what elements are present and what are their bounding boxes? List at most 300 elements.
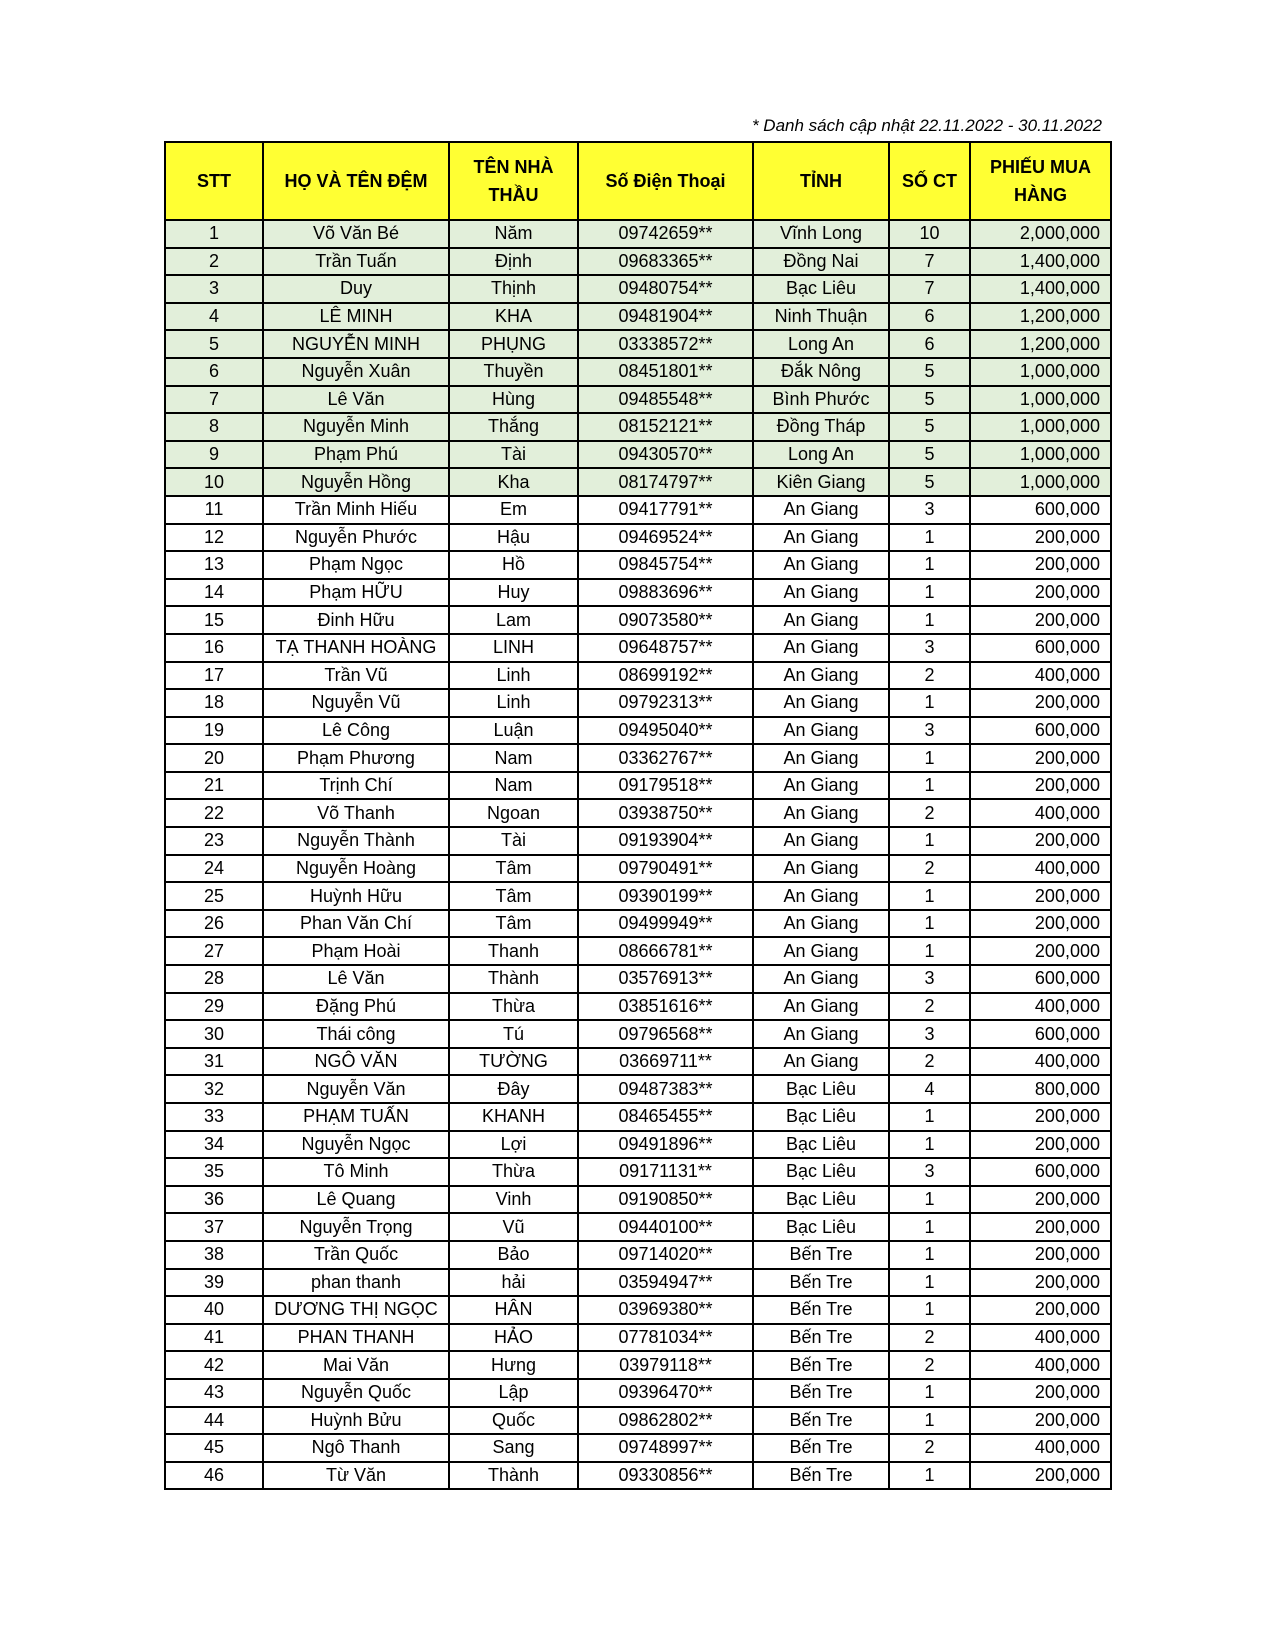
- cell-ho-ten-dem: Lê Văn: [263, 965, 449, 993]
- cell-ho-ten-dem: Lê Công: [263, 717, 449, 745]
- cell-ho-ten-dem: Mai Văn: [263, 1351, 449, 1379]
- cell-so-dien-thoai: 09648757**: [578, 634, 753, 662]
- cell-phieu-mua-hang: 200,000: [970, 772, 1111, 800]
- cell-ten-nha-thau: Ngoan: [449, 799, 578, 827]
- cell-tinh: An Giang: [753, 965, 889, 993]
- cell-stt: 1: [165, 220, 263, 248]
- header-stt: STT: [165, 142, 263, 220]
- cell-phieu-mua-hang: 2,000,000: [970, 220, 1111, 248]
- cell-ho-ten-dem: Phạm Ngọc: [263, 551, 449, 579]
- cell-tinh: An Giang: [753, 827, 889, 855]
- cell-so-dien-thoai: 08666781**: [578, 937, 753, 965]
- cell-phieu-mua-hang: 600,000: [970, 965, 1111, 993]
- cell-ten-nha-thau: Thuyền: [449, 358, 578, 386]
- cell-stt: 18: [165, 689, 263, 717]
- table-row: [165, 1103, 1111, 1131]
- cell-phieu-mua-hang: 200,000: [970, 579, 1111, 607]
- cell-stt: 3: [165, 275, 263, 303]
- table-row: [165, 855, 1111, 883]
- cell-so-dien-thoai: 09862802**: [578, 1407, 753, 1435]
- cell-so-ct: 7: [889, 248, 970, 276]
- cell-stt: 21: [165, 772, 263, 800]
- cell-ten-nha-thau: Em: [449, 496, 578, 524]
- cell-phieu-mua-hang: 400,000: [970, 993, 1111, 1021]
- cell-so-dien-thoai: 08152121**: [578, 413, 753, 441]
- cell-tinh: An Giang: [753, 799, 889, 827]
- cell-so-dien-thoai: 03338572**: [578, 330, 753, 358]
- cell-so-ct: 3: [889, 965, 970, 993]
- cell-stt: 36: [165, 1186, 263, 1214]
- cell-stt: 12: [165, 524, 263, 552]
- cell-ho-ten-dem: Ngô Thanh: [263, 1434, 449, 1462]
- cell-ho-ten-dem: Duy: [263, 275, 449, 303]
- cell-stt: 40: [165, 1296, 263, 1324]
- cell-so-dien-thoai: 09491896**: [578, 1131, 753, 1159]
- cell-stt: 29: [165, 993, 263, 1021]
- cell-so-ct: 1: [889, 827, 970, 855]
- cell-stt: 13: [165, 551, 263, 579]
- cell-so-ct: 3: [889, 634, 970, 662]
- cell-stt: 39: [165, 1269, 263, 1297]
- cell-so-ct: 3: [889, 1020, 970, 1048]
- cell-ho-ten-dem: Lê Văn: [263, 386, 449, 414]
- table-row: [165, 1186, 1111, 1214]
- cell-tinh: Đắk Nông: [753, 358, 889, 386]
- cell-ho-ten-dem: TẠ THANH HOÀNG: [263, 634, 449, 662]
- cell-ho-ten-dem: Tô Minh: [263, 1158, 449, 1186]
- cell-ten-nha-thau: Thừa: [449, 1158, 578, 1186]
- cell-ten-nha-thau: Đây: [449, 1075, 578, 1103]
- cell-ho-ten-dem: Nguyễn Xuân: [263, 358, 449, 386]
- cell-phieu-mua-hang: 1,000,000: [970, 386, 1111, 414]
- cell-so-ct: 7: [889, 275, 970, 303]
- cell-tinh: An Giang: [753, 717, 889, 745]
- cell-ho-ten-dem: Phạm HỮU: [263, 579, 449, 607]
- cell-so-ct: 1: [889, 937, 970, 965]
- cell-stt: 32: [165, 1075, 263, 1103]
- cell-so-dien-thoai: 09390199**: [578, 882, 753, 910]
- cell-so-ct: 2: [889, 1324, 970, 1352]
- cell-stt: 42: [165, 1351, 263, 1379]
- cell-phieu-mua-hang: 200,000: [970, 744, 1111, 772]
- cell-ho-ten-dem: Trần Vũ: [263, 662, 449, 690]
- cell-stt: 43: [165, 1379, 263, 1407]
- cell-so-dien-thoai: 09430570**: [578, 441, 753, 469]
- cell-so-ct: 1: [889, 1186, 970, 1214]
- cell-ten-nha-thau: Tú: [449, 1020, 578, 1048]
- table-row: [165, 799, 1111, 827]
- cell-so-dien-thoai: 07781034**: [578, 1324, 753, 1352]
- cell-phieu-mua-hang: 200,000: [970, 606, 1111, 634]
- table-row: [165, 1269, 1111, 1297]
- table-row: [165, 1407, 1111, 1435]
- cell-phieu-mua-hang: 400,000: [970, 662, 1111, 690]
- cell-tinh: An Giang: [753, 772, 889, 800]
- cell-so-dien-thoai: 03851616**: [578, 993, 753, 1021]
- table-row: [165, 441, 1111, 469]
- cell-stt: 2: [165, 248, 263, 276]
- cell-phieu-mua-hang: 600,000: [970, 1158, 1111, 1186]
- cell-stt: 9: [165, 441, 263, 469]
- table-row: [165, 1434, 1111, 1462]
- cell-ten-nha-thau: Tâm: [449, 882, 578, 910]
- cell-ho-ten-dem: Phạm Phú: [263, 441, 449, 469]
- table-row: [165, 827, 1111, 855]
- header-phieu-mua-hang: PHIẾU MUA HÀNG: [970, 142, 1111, 220]
- cell-stt: 46: [165, 1462, 263, 1490]
- cell-ten-nha-thau: Lập: [449, 1379, 578, 1407]
- cell-ho-ten-dem: Phan Văn Chí: [263, 910, 449, 938]
- cell-so-ct: 3: [889, 496, 970, 524]
- table-row: [165, 524, 1111, 552]
- cell-ten-nha-thau: Hùng: [449, 386, 578, 414]
- cell-phieu-mua-hang: 1,400,000: [970, 248, 1111, 276]
- cell-ten-nha-thau: Vũ: [449, 1213, 578, 1241]
- cell-phieu-mua-hang: 200,000: [970, 1186, 1111, 1214]
- cell-stt: 5: [165, 330, 263, 358]
- cell-so-dien-thoai: 09845754**: [578, 551, 753, 579]
- cell-ten-nha-thau: Quốc: [449, 1407, 578, 1435]
- cell-ho-ten-dem: Nguyễn Văn: [263, 1075, 449, 1103]
- cell-so-dien-thoai: 08465455**: [578, 1103, 753, 1131]
- cell-tinh: Bến Tre: [753, 1296, 889, 1324]
- cell-stt: 23: [165, 827, 263, 855]
- cell-ho-ten-dem: Đặng Phú: [263, 993, 449, 1021]
- table-row: [165, 937, 1111, 965]
- cell-ho-ten-dem: Trần Minh Hiếu: [263, 496, 449, 524]
- cell-tinh: Đồng Tháp: [753, 413, 889, 441]
- cell-so-dien-thoai: 09748997**: [578, 1434, 753, 1462]
- cell-ten-nha-thau: Tài: [449, 441, 578, 469]
- cell-stt: 20: [165, 744, 263, 772]
- table-row: [165, 634, 1111, 662]
- cell-tinh: Bạc Liêu: [753, 1186, 889, 1214]
- cell-ten-nha-thau: Nam: [449, 772, 578, 800]
- cell-ten-nha-thau: HẢO: [449, 1324, 578, 1352]
- table-row: [165, 330, 1111, 358]
- cell-ho-ten-dem: Huỳnh Bửu: [263, 1407, 449, 1435]
- cell-so-dien-thoai: 09330856**: [578, 1462, 753, 1490]
- cell-ho-ten-dem: PHẠM TUẤN: [263, 1103, 449, 1131]
- cell-ten-nha-thau: Vinh: [449, 1186, 578, 1214]
- cell-phieu-mua-hang: 1,000,000: [970, 358, 1111, 386]
- cell-ten-nha-thau: Huy: [449, 579, 578, 607]
- cell-ten-nha-thau: KHA: [449, 303, 578, 331]
- cell-ho-ten-dem: Võ Thanh: [263, 799, 449, 827]
- cell-so-ct: 2: [889, 993, 970, 1021]
- cell-ho-ten-dem: Đinh Hữu: [263, 606, 449, 634]
- table-row: [165, 744, 1111, 772]
- cell-ten-nha-thau: Linh: [449, 662, 578, 690]
- header-ten-nha-thau: TÊN NHÀ THẦU: [449, 142, 578, 220]
- cell-so-ct: 1: [889, 1103, 970, 1131]
- cell-so-ct: 5: [889, 441, 970, 469]
- cell-tinh: Bến Tre: [753, 1434, 889, 1462]
- cell-ten-nha-thau: Hưng: [449, 1351, 578, 1379]
- cell-stt: 6: [165, 358, 263, 386]
- cell-ten-nha-thau: Kha: [449, 468, 578, 496]
- cell-so-dien-thoai: 09883696**: [578, 579, 753, 607]
- cell-stt: 35: [165, 1158, 263, 1186]
- cell-so-ct: 1: [889, 1213, 970, 1241]
- cell-ho-ten-dem: Võ Văn Bé: [263, 220, 449, 248]
- cell-so-ct: 1: [889, 772, 970, 800]
- cell-ten-nha-thau: Linh: [449, 689, 578, 717]
- cell-so-dien-thoai: 09179518**: [578, 772, 753, 800]
- table-row: [165, 413, 1111, 441]
- cell-so-dien-thoai: 09481904**: [578, 303, 753, 331]
- cell-tinh: An Giang: [753, 689, 889, 717]
- cell-so-dien-thoai: 09714020**: [578, 1241, 753, 1269]
- cell-ten-nha-thau: Thành: [449, 965, 578, 993]
- cell-ho-ten-dem: Nguyễn Hồng: [263, 468, 449, 496]
- table-row: [165, 910, 1111, 938]
- cell-phieu-mua-hang: 600,000: [970, 634, 1111, 662]
- cell-phieu-mua-hang: 1,400,000: [970, 275, 1111, 303]
- cell-so-ct: 2: [889, 1434, 970, 1462]
- cell-tinh: Bạc Liêu: [753, 1158, 889, 1186]
- table-row: [165, 1379, 1111, 1407]
- cell-tinh: An Giang: [753, 579, 889, 607]
- cell-stt: 19: [165, 717, 263, 745]
- cell-tinh: Bạc Liêu: [753, 1213, 889, 1241]
- cell-phieu-mua-hang: 200,000: [970, 1131, 1111, 1159]
- cell-phieu-mua-hang: 200,000: [970, 910, 1111, 938]
- cell-so-ct: 3: [889, 717, 970, 745]
- cell-so-ct: 1: [889, 1241, 970, 1269]
- cell-ho-ten-dem: Nguyễn Ngọc: [263, 1131, 449, 1159]
- table-row: [165, 579, 1111, 607]
- cell-stt: 28: [165, 965, 263, 993]
- cell-so-ct: 2: [889, 1351, 970, 1379]
- cell-so-ct: 1: [889, 551, 970, 579]
- cell-so-ct: 1: [889, 1131, 970, 1159]
- cell-ho-ten-dem: Trần Tuấn: [263, 248, 449, 276]
- cell-so-dien-thoai: 03362767**: [578, 744, 753, 772]
- cell-so-dien-thoai: 09487383**: [578, 1075, 753, 1103]
- cell-stt: 30: [165, 1020, 263, 1048]
- cell-tinh: Bến Tre: [753, 1379, 889, 1407]
- cell-so-dien-thoai: 08174797**: [578, 468, 753, 496]
- cell-stt: 8: [165, 413, 263, 441]
- cell-so-dien-thoai: 03938750**: [578, 799, 753, 827]
- cell-ten-nha-thau: TƯỜNG: [449, 1048, 578, 1076]
- cell-tinh: An Giang: [753, 855, 889, 883]
- cell-so-ct: 1: [889, 1462, 970, 1490]
- cell-ho-ten-dem: Phạm Hoài: [263, 937, 449, 965]
- table-row: [165, 551, 1111, 579]
- cell-tinh: Bạc Liêu: [753, 275, 889, 303]
- cell-tinh: An Giang: [753, 937, 889, 965]
- cell-so-ct: 1: [889, 744, 970, 772]
- cell-so-ct: 1: [889, 1379, 970, 1407]
- cell-phieu-mua-hang: 800,000: [970, 1075, 1111, 1103]
- cell-ten-nha-thau: LINH: [449, 634, 578, 662]
- cell-so-dien-thoai: 09193904**: [578, 827, 753, 855]
- table-row: [165, 1241, 1111, 1269]
- cell-ho-ten-dem: Thái công: [263, 1020, 449, 1048]
- cell-so-dien-thoai: 08699192**: [578, 662, 753, 690]
- cell-ten-nha-thau: Định: [449, 248, 578, 276]
- cell-stt: 26: [165, 910, 263, 938]
- cell-so-dien-thoai: 03979118**: [578, 1351, 753, 1379]
- cell-ten-nha-thau: Hồ: [449, 551, 578, 579]
- cell-ho-ten-dem: Trịnh Chí: [263, 772, 449, 800]
- cell-phieu-mua-hang: 200,000: [970, 551, 1111, 579]
- cell-ho-ten-dem: Nguyễn Thành: [263, 827, 449, 855]
- cell-so-ct: 5: [889, 413, 970, 441]
- cell-so-dien-thoai: 09499949**: [578, 910, 753, 938]
- cell-tinh: An Giang: [753, 496, 889, 524]
- table-row: [165, 772, 1111, 800]
- table-row: [165, 717, 1111, 745]
- cell-so-dien-thoai: 09073580**: [578, 606, 753, 634]
- table-row: [165, 689, 1111, 717]
- cell-stt: 37: [165, 1213, 263, 1241]
- cell-tinh: Bến Tre: [753, 1351, 889, 1379]
- table-row: [165, 1324, 1111, 1352]
- cell-so-ct: 5: [889, 468, 970, 496]
- cell-so-dien-thoai: 09485548**: [578, 386, 753, 414]
- cell-so-ct: 6: [889, 303, 970, 331]
- cell-so-ct: 3: [889, 1158, 970, 1186]
- cell-tinh: Đồng Nai: [753, 248, 889, 276]
- cell-so-dien-thoai: 09171131**: [578, 1158, 753, 1186]
- cell-tinh: An Giang: [753, 1048, 889, 1076]
- cell-stt: 14: [165, 579, 263, 607]
- cell-stt: 45: [165, 1434, 263, 1462]
- table-row: [165, 1351, 1111, 1379]
- cell-tinh: An Giang: [753, 524, 889, 552]
- cell-stt: 15: [165, 606, 263, 634]
- cell-tinh: An Giang: [753, 662, 889, 690]
- cell-ho-ten-dem: Lê Quang: [263, 1186, 449, 1214]
- cell-tinh: Bến Tre: [753, 1407, 889, 1435]
- cell-so-dien-thoai: 09396470**: [578, 1379, 753, 1407]
- cell-so-dien-thoai: 09469524**: [578, 524, 753, 552]
- cell-ten-nha-thau: Năm: [449, 220, 578, 248]
- cell-so-dien-thoai: 03576913**: [578, 965, 753, 993]
- cell-ten-nha-thau: Bảo: [449, 1241, 578, 1269]
- header-ho-ten-dem: HỌ VÀ TÊN ĐỆM: [263, 142, 449, 220]
- cell-ten-nha-thau: Lam: [449, 606, 578, 634]
- cell-so-ct: 1: [889, 882, 970, 910]
- cell-so-dien-thoai: 09790491**: [578, 855, 753, 883]
- cell-phieu-mua-hang: 600,000: [970, 1020, 1111, 1048]
- cell-ho-ten-dem: Nguyễn Vũ: [263, 689, 449, 717]
- cell-phieu-mua-hang: 1,000,000: [970, 413, 1111, 441]
- cell-ho-ten-dem: Nguyễn Minh: [263, 413, 449, 441]
- table-row: [165, 1158, 1111, 1186]
- cell-ho-ten-dem: NGÔ VĂN: [263, 1048, 449, 1076]
- cell-so-dien-thoai: 03669711**: [578, 1048, 753, 1076]
- table-row: [165, 1213, 1111, 1241]
- cell-stt: 31: [165, 1048, 263, 1076]
- cell-tinh: Bạc Liêu: [753, 1075, 889, 1103]
- cell-phieu-mua-hang: 200,000: [970, 1407, 1111, 1435]
- cell-ten-nha-thau: Sang: [449, 1434, 578, 1462]
- cell-so-dien-thoai: 09742659**: [578, 220, 753, 248]
- table-row: [165, 496, 1111, 524]
- header-tinh: TỈNH: [753, 142, 889, 220]
- header-row: [165, 142, 1111, 220]
- cell-ten-nha-thau: Hậu: [449, 524, 578, 552]
- cell-phieu-mua-hang: 200,000: [970, 937, 1111, 965]
- cell-phieu-mua-hang: 200,000: [970, 1462, 1111, 1490]
- table-row: [165, 275, 1111, 303]
- cell-ten-nha-thau: Luận: [449, 717, 578, 745]
- cell-phieu-mua-hang: 200,000: [970, 882, 1111, 910]
- cell-stt: 24: [165, 855, 263, 883]
- cell-tinh: Vĩnh Long: [753, 220, 889, 248]
- cell-so-dien-thoai: 09417791**: [578, 496, 753, 524]
- cell-ho-ten-dem: PHAN THANH: [263, 1324, 449, 1352]
- cell-ten-nha-thau: Lợi: [449, 1131, 578, 1159]
- cell-phieu-mua-hang: 400,000: [970, 799, 1111, 827]
- cell-tinh: Bến Tre: [753, 1462, 889, 1490]
- cell-so-ct: 4: [889, 1075, 970, 1103]
- cell-so-dien-thoai: 09792313**: [578, 689, 753, 717]
- cell-so-ct: 10: [889, 220, 970, 248]
- cell-tinh: An Giang: [753, 634, 889, 662]
- cell-ho-ten-dem: Nguyễn Hoàng: [263, 855, 449, 883]
- cell-ho-ten-dem: Nguyễn Trọng: [263, 1213, 449, 1241]
- cell-stt: 41: [165, 1324, 263, 1352]
- table-row: [165, 606, 1111, 634]
- cell-so-ct: 1: [889, 524, 970, 552]
- cell-phieu-mua-hang: 600,000: [970, 717, 1111, 745]
- cell-so-dien-thoai: 03594947**: [578, 1269, 753, 1297]
- cell-stt: 33: [165, 1103, 263, 1131]
- cell-so-ct: 5: [889, 386, 970, 414]
- cell-ten-nha-thau: Tâm: [449, 855, 578, 883]
- cell-tinh: Bình Phước: [753, 386, 889, 414]
- cell-so-ct: 2: [889, 855, 970, 883]
- cell-ten-nha-thau: HÂN: [449, 1296, 578, 1324]
- cell-phieu-mua-hang: 400,000: [970, 1048, 1111, 1076]
- cell-phieu-mua-hang: 200,000: [970, 827, 1111, 855]
- table-row: [165, 993, 1111, 1021]
- cell-so-ct: 5: [889, 358, 970, 386]
- cell-so-ct: 6: [889, 330, 970, 358]
- table-row: [165, 358, 1111, 386]
- cell-phieu-mua-hang: 200,000: [970, 1103, 1111, 1131]
- cell-stt: 27: [165, 937, 263, 965]
- table-row: [165, 1131, 1111, 1159]
- cell-so-ct: 2: [889, 662, 970, 690]
- header-so-dien-thoai: Số Điện Thoại: [578, 142, 753, 220]
- update-note: * Danh sách cập nhật 22.11.2022 - 30.11.2022: [751, 116, 1102, 135]
- cell-tinh: An Giang: [753, 606, 889, 634]
- cell-so-dien-thoai: 09796568**: [578, 1020, 753, 1048]
- table-row: [165, 386, 1111, 414]
- cell-phieu-mua-hang: 1,000,000: [970, 468, 1111, 496]
- cell-ten-nha-thau: Thịnh: [449, 275, 578, 303]
- cell-ten-nha-thau: KHANH: [449, 1103, 578, 1131]
- cell-phieu-mua-hang: 1,200,000: [970, 303, 1111, 331]
- cell-so-ct: 2: [889, 799, 970, 827]
- cell-phieu-mua-hang: 200,000: [970, 1213, 1111, 1241]
- cell-tinh: An Giang: [753, 993, 889, 1021]
- cell-ho-ten-dem: Trần Quốc: [263, 1241, 449, 1269]
- cell-ten-nha-thau: PHỤNG: [449, 330, 578, 358]
- cell-tinh: An Giang: [753, 744, 889, 772]
- cell-tinh: Long An: [753, 330, 889, 358]
- table-row: [165, 468, 1111, 496]
- cell-ten-nha-thau: Thành: [449, 1462, 578, 1490]
- cell-phieu-mua-hang: 1,000,000: [970, 441, 1111, 469]
- cell-phieu-mua-hang: 200,000: [970, 1379, 1111, 1407]
